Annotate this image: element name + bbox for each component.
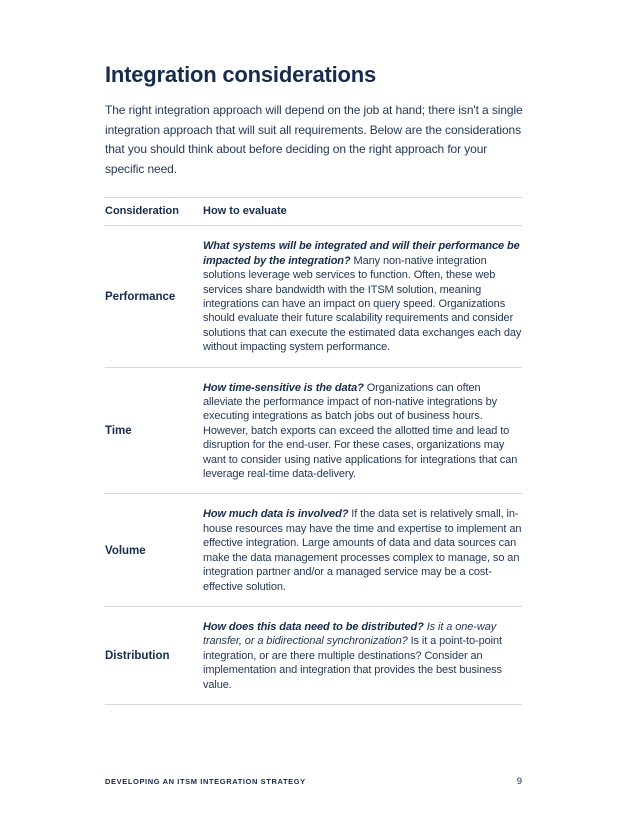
row-body-text: Many non-native integration solutions leverage web services to function. Often, these web services share bandwidth with the ITSM solution, meaning integrations can have an impact on query speed. Organizations should evaluate their future scalability requirements and consider solutions that can execute the estimated data exchanges each day without impacting system performance. <box>203 254 522 354</box>
row-evaluation-text <box>203 507 522 593</box>
table-row-distribution <box>105 607 522 705</box>
row-evaluation-text <box>203 620 522 692</box>
page-footer <box>105 776 522 787</box>
table-header-row <box>105 197 522 226</box>
table-row-volume <box>105 494 522 606</box>
row-body-text: Is it a point-to-point integration, or are there multiple destinations? Consider an implementation and integration that provides the best business value. <box>203 635 502 691</box>
column-header-consideration: Consideration <box>105 205 179 218</box>
row-question: How time-sensitive is the data? <box>203 381 364 394</box>
footer-document-title: DEVELOPING AN ITSM INTEGRATION STRATEGY <box>105 777 306 786</box>
row-label: Time <box>105 425 132 438</box>
row-label: Distribution <box>105 649 170 662</box>
table-row-performance <box>105 226 522 367</box>
row-body-text: Organizations can often alleviate the performance impact of non-native integrations by executing integrations as batch jobs out of business hours. However, batch exports can exceed the allotted time and lead to disruption for the end-user. For these cases, organizations may want to consider using native applications for integrations that can leverage real-time data-delivery. <box>203 381 518 481</box>
row-question: What systems will be integrated and will their performance be impacted by the integration? <box>203 240 520 267</box>
table-row-time <box>105 368 522 495</box>
row-body-text: If the data set is relatively small, in-house resources may have the time and expertise to implement an effective integration. Large amounts of data and data sources can make the data management processes complex to manage, so an integration partner and/or a managed service may be a cost-effective solution. <box>203 508 522 593</box>
considerations-table <box>105 197 522 705</box>
row-evaluation-text <box>203 381 522 482</box>
row-evaluation-text <box>203 239 522 354</box>
row-label: Performance <box>105 291 176 304</box>
row-question: How does this data need to be distributed? <box>203 620 424 633</box>
intro-paragraph: The right integration approach will depend on the job at hand; there isn't a single integration approach that will suit all requirements. Below are the considerations that you should think about before deciding on the right approach for your specific need. <box>105 103 523 176</box>
row-label: Volume <box>105 544 146 557</box>
footer-page-number: 9 <box>516 776 522 787</box>
row-question: How much data is involved? <box>203 508 349 521</box>
row-question-italic: Is it a one-way transfer, or a bidirectional synchronization? <box>203 620 497 648</box>
column-header-how-to-evaluate: How to evaluate <box>203 205 287 218</box>
page-title: Integration considerations <box>105 62 377 87</box>
